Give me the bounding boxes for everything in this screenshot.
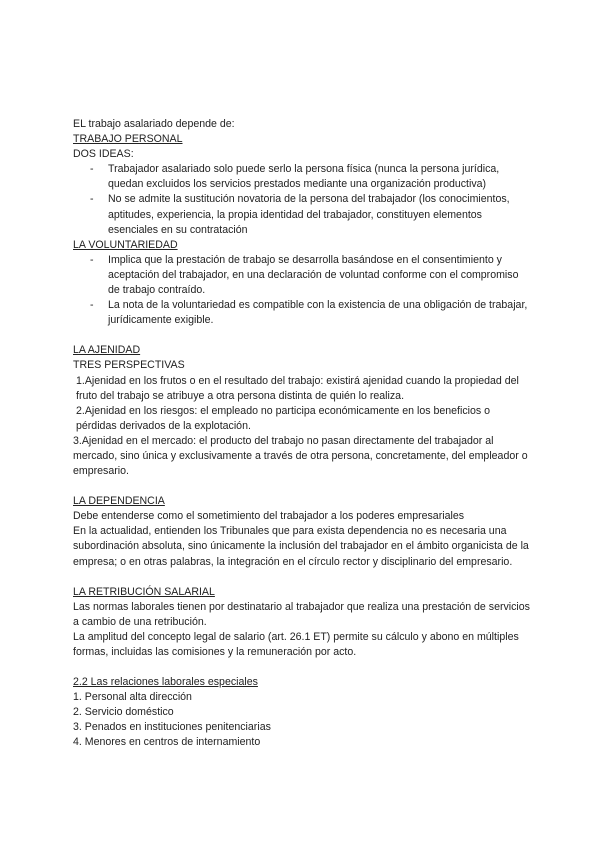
heading-relaciones-especiales: 2.2 Las relaciones laborales especiales: [73, 676, 258, 689]
list-item: 1. Personal alta dirección: [73, 691, 192, 704]
bullet-item: [73, 192, 533, 237]
list-item: 2. Servicio doméstico: [73, 706, 174, 719]
dash-marker: -: [90, 193, 94, 206]
bullet-text: Implica que la prestación de trabajo se desarrolla basándose en el consentimiento y aceptación del trabajador, en una declaración de voluntad conforme con el compromiso de trabajo contraído.: [108, 253, 519, 297]
subheading-tres-perspectivas: TRES PERSPECTIVAS: [73, 359, 185, 372]
dash-marker: -: [90, 253, 94, 266]
bullet-text: Trabajador asalariado solo puede serlo la persona física (nunca la persona jurídica, quedan excluidos los servicios prestados mediante una organización productiva): [108, 163, 500, 191]
paragraph: 3.Ajenidad en el mercado: el producto del trabajo no pasan directamente del trabajador al mercado, sino única y exclusivamente a través de otra persona, concretamente, del empleador o empresario.: [73, 434, 528, 478]
intro-line: EL trabajo asalariado depende de:: [73, 118, 235, 130]
bullet-item: [73, 253, 533, 298]
heading-ajenidad: LA AJENIDAD: [73, 344, 141, 357]
subheading-dos-ideas: DOS IDEAS:: [73, 148, 134, 161]
heading-retribucion-salarial: LA RETRIBUCIÓN SALARIAL: [73, 585, 215, 598]
heading-dependencia: LA DEPENDENCIA: [73, 495, 165, 508]
bullet-item: [73, 162, 533, 192]
heading-voluntariedad: LA VOLUNTARIEDAD: [73, 238, 178, 251]
spacer: [73, 660, 533, 675]
dash-marker: -: [90, 299, 94, 312]
paragraph: En la actualidad, entienden los Tribunales que para exista dependencia no es necesaria una subordinación absoluta, sino únicamente la inclusión del trabajador en el ámbito organicista de la empresa; o en otras palabras, la integración en el círculo rector y disciplinario del empresario.: [73, 525, 529, 568]
bullet-text: No se admite la sustitución novatoria de la persona del trabajador (los conocimientos, aptitudes, experiencia, la propia identidad del trabajador, constituyen elementos esenciales en su contratación: [108, 193, 510, 236]
dash-marker: -: [90, 163, 94, 176]
spacer: [73, 479, 533, 494]
paragraph: Debe entenderse como el sometimiento del trabajador a los poderes empresariales: [73, 510, 465, 523]
paragraph: La amplitud del concepto legal de salario (art. 26.1 ET) permite su cálculo y abono en múltiples formas, incluidas las comisiones y la remuneración por acto.: [73, 630, 519, 658]
paragraph: Las normas laborales tienen por destinatario al trabajador que realiza una prestación de servicios a cambio de una retribución.: [73, 600, 530, 628]
paragraph: 2.Ajenidad en los riesgos: el empleado no participa económicamente en los beneficios o pérdidas derivados de la explotación.: [76, 404, 490, 432]
bullet-text: La nota de la voluntariedad es compatible con la existencia de una obligación de trabajar, jurídicamente exigible.: [108, 299, 528, 327]
spacer: [73, 570, 533, 585]
heading-trabajo-personal: TRABAJO PERSONAL: [73, 133, 183, 146]
document-page: [73, 117, 533, 751]
list-item: 4. Menores en centros de internamiento: [73, 736, 261, 749]
spacer: [73, 328, 533, 343]
bullet-item: [73, 298, 533, 328]
list-item: 3. Penados en instituciones penitenciarias: [73, 721, 271, 734]
paragraph: 1.Ajenidad en los frutos o en el resultado del trabajo: existirá ajenidad cuando la propiedad del fruto del trabajo se atribuye a otra persona distinta de quién lo realiza.: [76, 374, 519, 402]
